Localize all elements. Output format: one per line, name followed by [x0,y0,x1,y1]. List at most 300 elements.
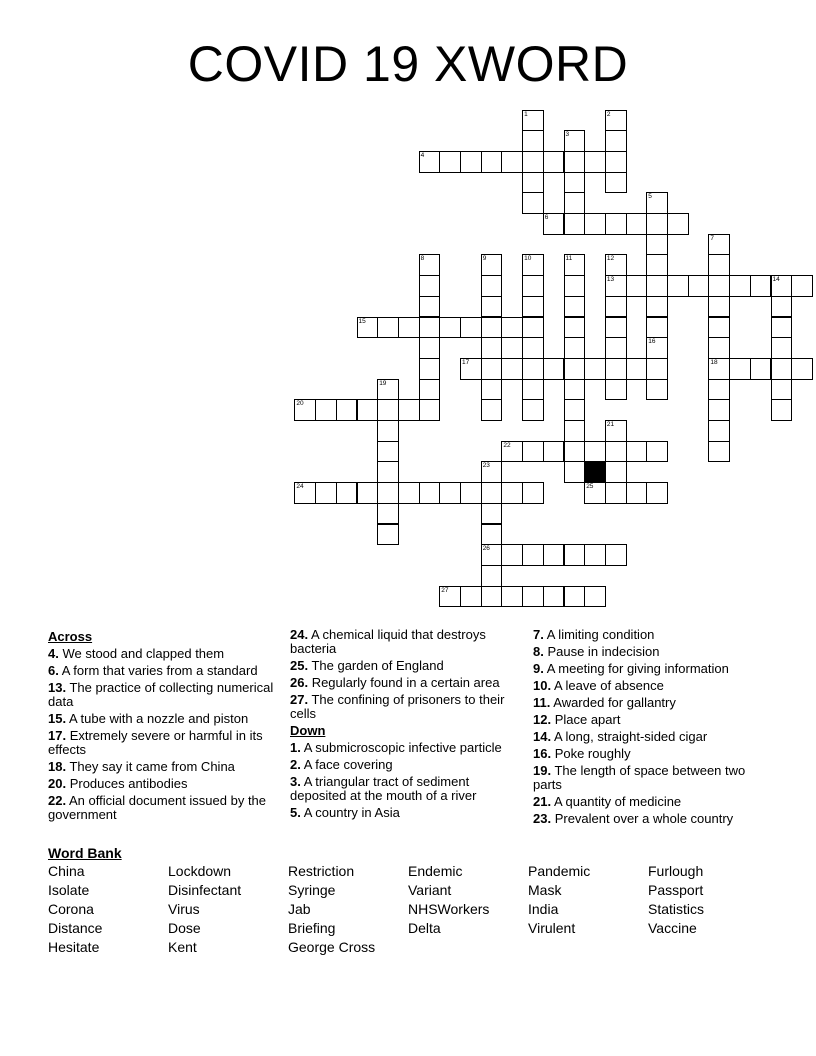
grid-cell[interactable] [481,275,503,297]
grid-cell[interactable] [708,358,730,380]
clue-text: A triangular tract of sediment deposited at the mouth of a river [290,774,477,803]
grid-cell[interactable] [605,337,627,359]
grid-cell[interactable] [460,586,482,608]
grid-cell[interactable] [729,275,751,297]
clue-item [533,795,763,809]
clue-text: A face covering [300,757,393,772]
clue-text: A country in Asia [300,805,400,820]
clue-number-label: 6. [48,663,59,678]
grid-cell[interactable] [419,482,441,504]
clue-number: 2 [606,110,611,118]
grid-cell[interactable] [439,317,461,339]
grid-cell[interactable] [357,482,379,504]
grid-cell[interactable] [377,524,399,546]
grid-cell[interactable] [605,420,627,442]
grid-cell[interactable] [481,254,503,276]
clue-number: 7 [710,234,715,242]
clue-text: The confining of prisoners to their cells [290,692,505,721]
grid-cell[interactable] [564,213,586,235]
clue-column-3 [533,628,763,829]
grid-cell[interactable] [481,461,503,483]
grid-cell[interactable] [522,130,544,152]
grid-cell[interactable] [501,482,523,504]
grid-cell[interactable] [419,151,441,173]
clue-number-label: 16. [533,746,552,761]
grid-cell[interactable] [522,275,544,297]
clue-number: 10 [524,255,532,263]
grid-cell[interactable] [646,275,668,297]
clue-text: A quantity of medicine [551,794,682,809]
clue-number: 14 [772,276,780,284]
clue-text: Awarded for gallantry [550,695,676,710]
word-bank-item: Corona [48,901,94,917]
word-bank-item: Briefing [288,920,336,936]
grid-cell[interactable] [564,296,586,318]
grid-cell[interactable] [564,461,586,483]
clue-number: 16 [648,338,656,346]
grid-cell[interactable] [564,337,586,359]
grid-cell[interactable] [564,358,586,380]
clue-item [290,806,520,820]
clue-number: 20 [296,400,304,408]
clue-item [533,628,763,642]
grid-cell[interactable] [522,296,544,318]
grid-cell[interactable] [646,441,668,463]
grid-cell[interactable] [294,399,316,421]
grid-cell[interactable] [771,399,793,421]
grid-cell[interactable] [791,275,813,297]
grid-cell[interactable] [584,544,606,566]
grid-cell[interactable] [377,461,399,483]
clue-item [533,696,763,710]
grid-cell[interactable] [626,275,648,297]
grid-cell[interactable] [377,317,399,339]
clue-item [48,760,276,774]
grid-cell[interactable] [522,337,544,359]
clue-item [48,794,276,822]
clue-item [48,712,276,726]
grid-cell[interactable] [419,254,441,276]
clue-number: 9 [482,255,487,263]
grid-cell[interactable] [522,192,544,214]
word-bank-item: Virulent [528,920,576,936]
grid-cell[interactable] [398,482,420,504]
grid-cell[interactable] [708,275,730,297]
grid-cell[interactable] [419,399,441,421]
grid-cell[interactable] [708,234,730,256]
clue-item [290,758,520,772]
grid-cell[interactable] [584,586,606,608]
grid-cell[interactable] [667,275,689,297]
grid-cell[interactable] [605,130,627,152]
grid-cell[interactable] [377,441,399,463]
grid-cell[interactable] [564,275,586,297]
grid-cell[interactable] [626,213,648,235]
grid-cell[interactable] [377,482,399,504]
word-bank-item: Lockdown [168,863,232,879]
grid-cell[interactable] [771,358,793,380]
clue-number-label: 27. [290,692,309,707]
grid-cell[interactable] [481,296,503,318]
word-bank-item: Endemic [408,863,463,879]
grid-cell[interactable] [543,151,565,173]
clue-number: 11 [565,255,573,263]
clue-number-label: 3. [290,774,301,789]
grid-cell[interactable] [584,151,606,173]
clue-number-label: 12. [533,712,552,727]
word-bank-item: Isolate [48,882,90,898]
grid-cell[interactable] [564,130,586,152]
grid-cell[interactable] [481,586,503,608]
grid-cell[interactable] [357,399,379,421]
clue-item [290,741,520,755]
word-bank-item: Dose [168,920,201,936]
clue-number-label: 23. [533,811,552,826]
clue-item [290,628,520,656]
grid-cell[interactable] [584,482,606,504]
grid-cell[interactable] [729,358,751,380]
grid-cell[interactable] [377,379,399,401]
clue-number: 25 [586,483,594,491]
grid-cell[interactable] [377,399,399,421]
grid-cell[interactable] [439,586,461,608]
grid-cell[interactable] [522,172,544,194]
grid-cell[interactable] [708,399,730,421]
grid-cell[interactable] [460,151,482,173]
clue-number-label: 19. [533,763,552,778]
word-bank-item: NHSWorkers [408,901,490,917]
word-bank-item: Restriction [288,863,355,879]
clue-text: Extremely severe or harmful in its effects [48,728,263,757]
grid-cell[interactable] [605,213,627,235]
grid-cell[interactable] [481,503,503,525]
clue-number: 13 [606,276,615,284]
grid-cell[interactable] [481,524,503,546]
clue-number: 1 [524,110,528,118]
grid-cell[interactable] [646,482,668,504]
word-bank-item: Kent [168,939,197,955]
grid-cell[interactable] [439,482,461,504]
clue-text: An official document issued by the government [48,793,267,822]
grid-cell[interactable] [708,420,730,442]
clue-text: Prevalent over a whole country [551,811,734,826]
clue-item [533,747,763,761]
grid-cell[interactable] [501,586,523,608]
clue-column-2 [290,628,520,823]
clue-text: A chemical liquid that destroys bacteria [290,627,486,656]
grid-cell[interactable] [481,379,503,401]
clue-number: 26 [482,545,490,553]
grid-cell[interactable] [771,275,793,297]
clue-number-label: 14. [533,729,552,744]
clue-number: 19 [379,379,387,387]
grid-cell[interactable] [439,151,461,173]
clue-number: 24 [296,483,304,491]
grid-cell[interactable] [522,254,544,276]
clue-item [290,693,520,721]
grid-cell[interactable] [771,337,793,359]
clue-number-label: 25. [290,658,309,673]
grid-cell[interactable] [646,296,668,318]
clue-item [48,729,276,757]
grid-cell[interactable] [564,586,586,608]
grid-cell[interactable] [522,110,544,132]
word-bank-item: Passport [648,882,704,898]
grid-cell[interactable] [646,254,668,276]
grid-cell[interactable] [564,420,586,442]
grid-cell[interactable] [605,110,627,132]
clue-text: A form that varies from a standard [58,663,258,678]
grid-cell[interactable] [357,317,379,339]
clue-text: A limiting condition [543,627,655,642]
grid-cell[interactable] [564,399,586,421]
clue-number: 5 [648,193,652,201]
word-bank-item: George Cross [288,939,376,955]
grid-cell[interactable] [564,379,586,401]
grid-cell[interactable] [419,379,441,401]
clue-item [290,659,520,673]
clue-number-label: 7. [533,627,544,642]
grid-cell[interactable] [522,544,544,566]
word-bank-item: Jab [288,901,311,917]
grid-cell[interactable] [708,254,730,276]
grid-cell[interactable] [501,544,523,566]
black-cell [584,461,606,483]
grid-cell[interactable] [460,482,482,504]
grid-cell[interactable] [481,482,503,504]
grid-cell[interactable] [667,213,689,235]
grid-cell[interactable] [708,337,730,359]
word-bank-item: Mask [528,882,562,898]
clue-number-label: 17. [48,728,67,743]
grid-cell[interactable] [626,358,648,380]
grid-cell[interactable] [419,317,441,339]
grid-cell[interactable] [336,399,358,421]
clue-text: Poke roughly [551,746,631,761]
grid-cell[interactable] [646,192,668,214]
grid-cell[interactable] [481,151,503,173]
clue-number-label: 24. [290,627,309,642]
clue-number-label: 1. [290,740,301,755]
grid-cell[interactable] [481,337,503,359]
across-heading: Across [48,629,93,644]
grid-cell[interactable] [771,296,793,318]
clue-number-label: 8. [533,644,544,659]
grid-cell[interactable] [481,544,503,566]
clue-text: The garden of England [308,658,444,673]
clue-number-label: 15. [48,711,67,726]
grid-cell[interactable] [646,379,668,401]
grid-cell[interactable] [543,586,565,608]
clue-text: A submicroscopic infective particle [300,740,502,755]
grid-cell[interactable] [646,234,668,256]
word-bank-item: India [528,901,559,917]
grid-cell[interactable] [626,441,648,463]
word-bank-item: China [48,863,85,879]
grid-cell[interactable] [522,586,544,608]
grid-cell[interactable] [543,358,565,380]
clue-text: A leave of absence [551,678,664,693]
grid-cell[interactable] [460,358,482,380]
clue-number: 6 [544,214,549,221]
clue-item [48,681,276,709]
clue-text: They say it came from China [66,759,235,774]
grid-cell[interactable] [605,275,627,297]
grid-cell[interactable] [315,482,337,504]
grid-cell[interactable] [626,482,648,504]
grid-cell[interactable] [419,296,441,318]
grid-cell[interactable] [522,151,544,173]
word-bank-title: Word Bank [48,845,122,861]
clue-text: A long, straight-sided cigar [551,729,708,744]
word-bank [48,863,788,958]
word-bank-item: Statistics [648,901,705,917]
grid-cell[interactable] [522,399,544,421]
grid-cell[interactable] [398,399,420,421]
grid-cell[interactable] [584,213,606,235]
clue-number: 22 [503,441,511,449]
grid-cell[interactable] [481,317,503,339]
grid-cell[interactable] [398,317,420,339]
clue-number-label: 21. [533,794,552,809]
grid-cell[interactable] [419,358,441,380]
grid-cell[interactable] [522,317,544,339]
grid-cell[interactable] [605,461,627,483]
grid-cell[interactable] [481,358,503,380]
grid-cell[interactable] [501,151,523,173]
clue-text: The practice of collecting numerical data [48,680,274,709]
clue-number-label: 2. [290,757,301,772]
grid-cell[interactable] [605,482,627,504]
grid-cell[interactable] [377,420,399,442]
grid-cell[interactable] [771,379,793,401]
clue-item [533,764,763,792]
grid-cell[interactable] [708,379,730,401]
clue-number-label: 26. [290,675,309,690]
grid-cell[interactable] [605,151,627,173]
grid-cell[interactable] [294,482,316,504]
grid-cell[interactable] [646,317,668,339]
grid-cell[interactable] [791,358,813,380]
clue-number: 8 [420,255,425,263]
grid-cell[interactable] [543,441,565,463]
clue-item [533,662,763,676]
grid-cell[interactable] [584,441,606,463]
clue-text: Pause in indecision [543,644,660,659]
grid-cell[interactable] [708,317,730,339]
grid-cell[interactable] [419,337,441,359]
clue-number-label: 10. [533,678,552,693]
clue-number: 4 [420,151,425,159]
clue-number: 27 [441,586,449,594]
grid-cell[interactable] [646,358,668,380]
word-bank-item: Virus [168,901,200,917]
clue-text: We stood and clapped them [58,646,225,661]
clue-number: 12 [606,255,615,263]
grid-cell[interactable] [605,172,627,194]
grid-cell[interactable] [564,254,586,276]
clue-item [48,777,276,791]
clue-column-1 [48,628,276,825]
clue-number-label: 22. [48,793,67,808]
clue-item [290,775,520,803]
grid-cell[interactable] [708,296,730,318]
clue-item [533,645,763,659]
grid-cell[interactable] [646,213,668,235]
clue-number: 23 [482,462,490,470]
grid-cell[interactable] [564,192,586,214]
grid-cell[interactable] [419,275,441,297]
clue-number: 21 [606,421,615,428]
grid-cell[interactable] [522,379,544,401]
word-bank-item: Furlough [648,863,704,879]
grid-cell[interactable] [481,565,503,587]
grid-cell[interactable] [564,441,586,463]
clue-number-label: 5. [290,805,301,820]
grid-cell[interactable] [564,172,586,194]
grid-cell[interactable] [336,482,358,504]
grid-cell[interactable] [605,441,627,463]
clue-number: 18 [710,358,718,366]
clue-number-label: 4. [48,646,59,661]
grid-cell[interactable] [605,296,627,318]
grid-cell[interactable] [605,317,627,339]
grid-cell[interactable] [605,379,627,401]
grid-cell[interactable] [564,544,586,566]
word-bank-item: Pandemic [528,863,591,879]
grid-cell[interactable] [501,358,523,380]
grid-cell[interactable] [315,399,337,421]
grid-cell[interactable] [501,317,523,339]
grid-cell[interactable] [688,275,710,297]
clue-text: The length of space between two parts [533,763,746,792]
grid-cell[interactable] [522,482,544,504]
grid-cell[interactable] [771,317,793,339]
grid-cell[interactable] [481,399,503,421]
grid-cell[interactable] [522,358,544,380]
grid-cell[interactable] [564,317,586,339]
word-bank-item: Hesitate [48,939,100,955]
grid-cell[interactable] [646,337,668,359]
clue-number-label: 18. [48,759,67,774]
word-bank-item: Syringe [288,882,336,898]
grid-cell[interactable] [501,441,523,463]
clue-number: 15 [358,317,366,325]
grid-cell[interactable] [543,213,565,235]
clue-item [48,664,276,678]
grid-cell[interactable] [564,151,586,173]
word-bank-item: Disinfectant [168,882,242,898]
clue-item [533,730,763,744]
clue-number-label: 13. [48,680,67,695]
grid-cell[interactable] [605,254,627,276]
grid-cell[interactable] [460,317,482,339]
grid-cell[interactable] [605,358,627,380]
grid-cell[interactable] [605,544,627,566]
grid-cell[interactable] [750,358,772,380]
grid-cell[interactable] [584,358,606,380]
clue-text: A meeting for giving information [543,661,729,676]
clue-item [48,647,276,661]
down-heading: Down [290,723,326,738]
grid-cell[interactable] [750,275,772,297]
grid-cell[interactable] [522,441,544,463]
word-bank-item: Vaccine [648,920,697,936]
grid-cell[interactable] [708,441,730,463]
grid-cell[interactable] [377,503,399,525]
word-bank-item: Variant [408,882,452,898]
grid-cell[interactable] [543,544,565,566]
